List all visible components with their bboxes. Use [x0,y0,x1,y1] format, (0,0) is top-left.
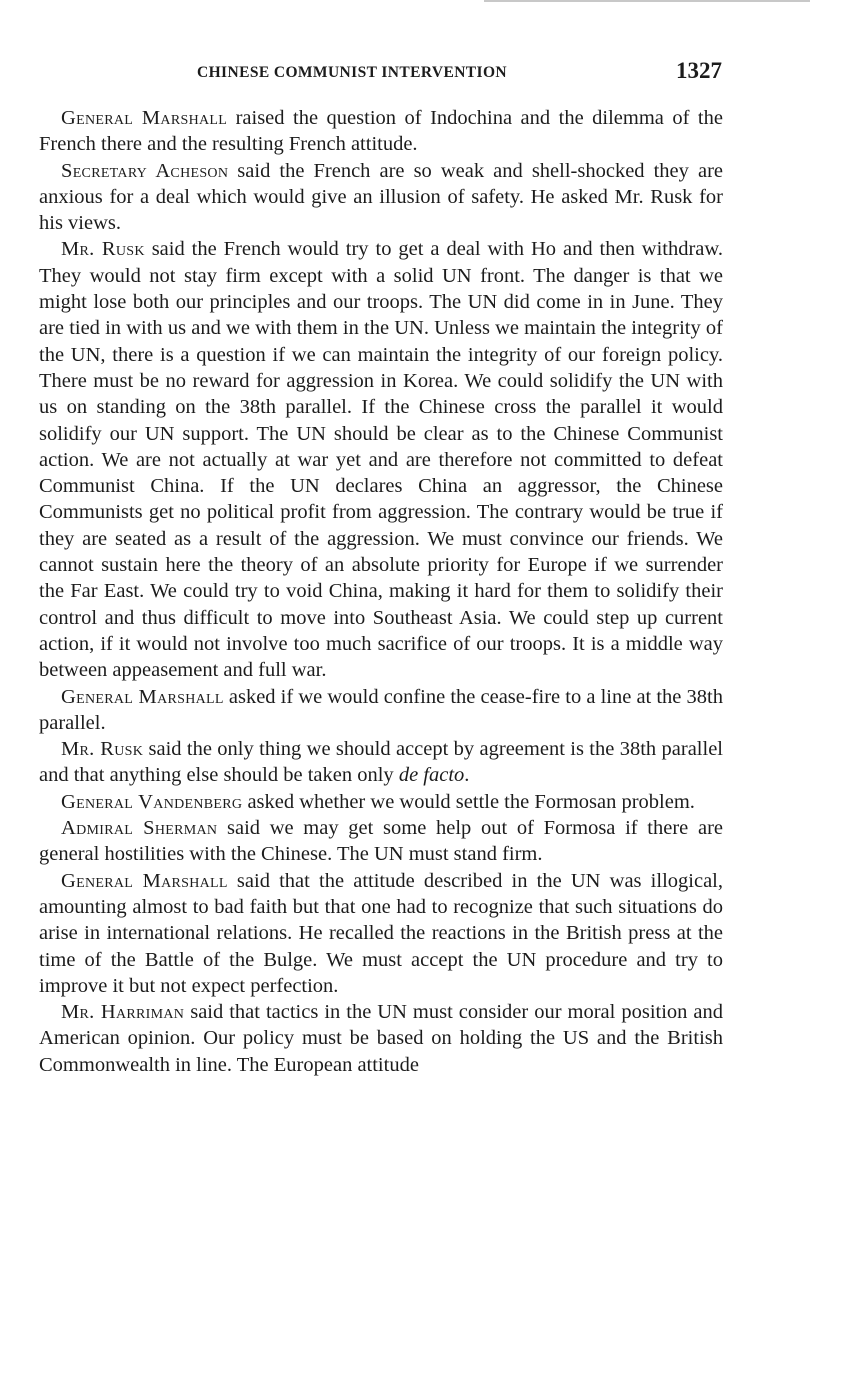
speaker-name: Mr. Rusk [61,238,145,261]
paragraph-text: said we may get some help out of Formosa if there are general hostilities with the Chinese. The UN must stand firm. [39,817,723,866]
paragraph-text: said that tactics in the UN must consider our moral position and American opinion. Our policy must be based on holding the US and the British Commonwealth in line. The European attitude [39,1001,723,1076]
paragraph-text: asked if we would confine the cease-fire to a line at the 38th parallel. [39,685,723,734]
page-header [40,58,722,88]
paragraph [39,815,723,868]
paragraph-end: . [464,764,470,787]
speaker-name: Secretary Acheson [61,159,229,182]
speaker-name: General Marshall [61,869,228,892]
speaker-name: Mr. Rusk [61,738,144,761]
paragraph-text: said the French are so weak and shell-shocked they are anxious for a deal which would give an illusion of safety. He asked Mr. Rusk for his views. [39,159,723,235]
paragraph [39,105,723,158]
paragraph-text: raised the question of Indochina and the dilemma of the French there and the resulting French attitude. [39,107,723,156]
speaker-name: Admiral Sherman [61,817,218,840]
page-number: 1327 [676,58,722,83]
running-head: CHINESE COMMUNIST INTERVENTION [197,64,508,81]
paragraph-text: said the French would try to get a deal with Ho and then withdraw. They would not stay firm except with a solid UN front. The danger is that we might lose both our principles and our troops. The UN did come in in June. They are tied in with us and we with them in the UN. Unless we maintain the integrity of the UN, there is a question if we can maintain the integrity of our foreign policy. There must be no reward for aggression in Korea. We could solidify the UN with us on standing on the 38th parallel. If the Chinese cross the parallel it would solidify our UN support. The UN should be clear as to the Chinese Communist action. We are not actually at war yet and are therefore not committed to defeat Communist China. If the UN declares China an aggressor, the Chinese Communists get no political profit from aggression. The contrary would be true if they are seated as a result of the aggression. We must convince our friends. We cannot sustain here the theory of an absolute priority for Europe if we surrender the Far East. We could try to void China, making it hard for them to solidify their control and thus difficult to move into Southeast Asia. We could step up current action, if it would not involve too much sacrifice of our troops. It is a middle way between appeasement and full war. [39,238,723,682]
speaker-name: General Vandenberg [61,790,243,813]
paragraph-text: asked whether we would settle the Formosan problem. [242,790,695,813]
paragraph [39,684,723,737]
paragraph-text: said the only thing we should accept by agreement is the 38th parallel and that anything else should be taken only [39,738,723,787]
top-rule [484,0,810,2]
paragraph [39,789,723,815]
paragraph [39,158,723,237]
paragraph [39,868,723,999]
paragraph [39,736,723,789]
document-body [39,105,723,1078]
speaker-name: General Marshall [61,685,224,708]
speaker-name: General Marshall [61,107,228,129]
paragraph [39,236,723,683]
paragraph [39,999,723,1078]
italic-term: de facto [398,764,465,787]
paragraph-text: said that the attitude described in the UN was illogical, amounting almost to bad faith but that one had to recognize that such situations do arise in international relations. He recalled the reactions in the British press at the time of the Battle of the Bulge. We must accept the UN procedure and try to improve it but not expect perfection. [39,869,723,997]
speaker-name: Mr. Harriman [61,1001,185,1024]
